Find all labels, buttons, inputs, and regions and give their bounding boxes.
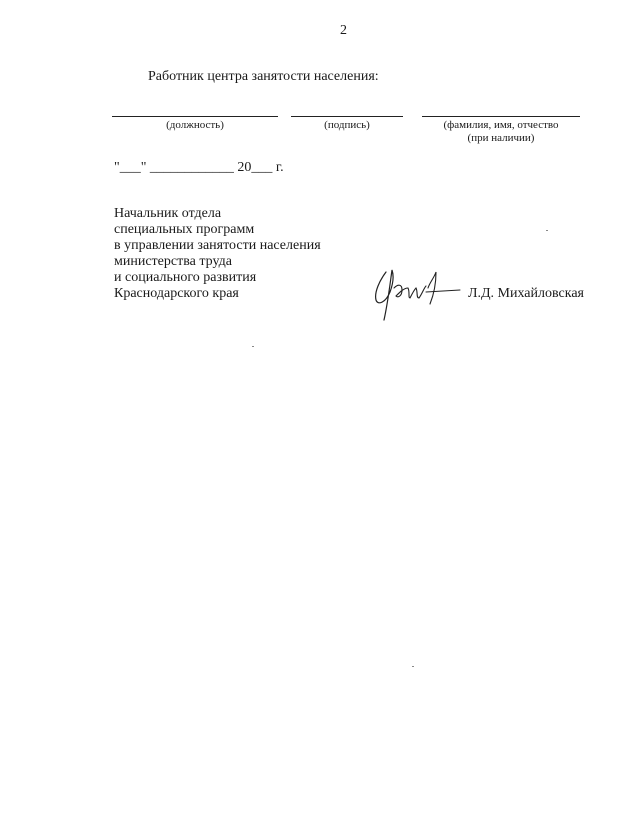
signer-title-line: министерства труда	[114, 254, 232, 269]
signer-name: Л.Д. Михайловская	[468, 286, 584, 301]
scan-speck	[252, 346, 254, 347]
fullname-caption: (фамилия, имя, отчество (при наличии)	[443, 119, 559, 144]
signature-caption: (подпись)	[324, 119, 370, 131]
signer-title-line: и социального развития	[114, 270, 257, 285]
scan-speck	[412, 666, 414, 667]
position-caption: (должность)	[166, 119, 224, 131]
signer-title-line: Начальник отдела	[114, 206, 222, 221]
date-line: "___" ____________ 20___ г.	[114, 160, 284, 175]
scan-speck	[546, 230, 548, 231]
page-number: 2	[340, 23, 347, 38]
worker-heading: Работник центра занятости населения:	[148, 69, 379, 84]
signature-blank-line	[291, 116, 403, 117]
signer-title-line: в управлении занятости населения	[114, 238, 321, 253]
fullname-blank-line	[422, 116, 580, 117]
signer-title-block	[114, 206, 321, 302]
signer-title-line: специальных программ	[114, 222, 255, 237]
signer-title-line: Краснодарского края	[114, 286, 239, 301]
position-blank-line	[112, 116, 278, 117]
handwritten-signature	[364, 258, 464, 328]
